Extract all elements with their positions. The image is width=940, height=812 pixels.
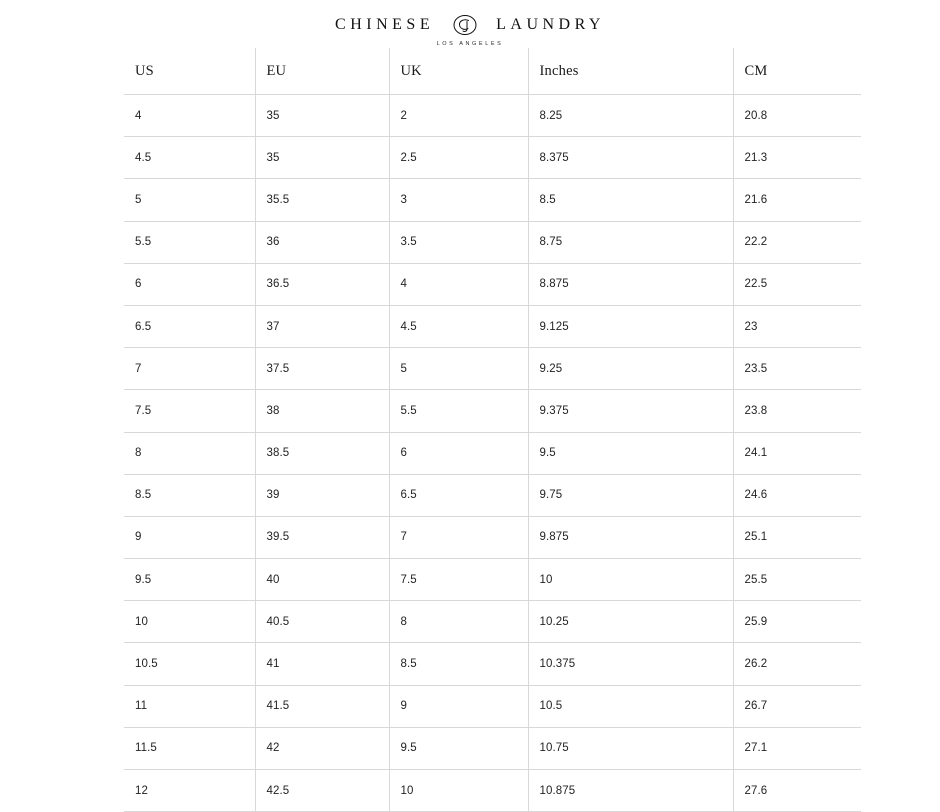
cell-eu: 42.5 bbox=[255, 770, 389, 812]
brand-tagline: LOS ANGELES bbox=[436, 41, 504, 47]
cell-cm: 23.8 bbox=[733, 390, 861, 432]
cell-cm: 23 bbox=[733, 305, 861, 347]
table-row bbox=[124, 137, 861, 179]
cell-cm: 25.1 bbox=[733, 516, 861, 558]
cell-uk: 10 bbox=[389, 770, 528, 812]
cell-eu: 42 bbox=[255, 727, 389, 769]
cell-uk: 7.5 bbox=[389, 559, 528, 601]
table-row bbox=[124, 263, 861, 305]
column-header-uk: UK bbox=[389, 48, 528, 95]
table-row bbox=[124, 601, 861, 643]
cell-us: 9.5 bbox=[124, 559, 255, 601]
table-row bbox=[124, 727, 861, 769]
cell-inches: 8.375 bbox=[528, 137, 733, 179]
cell-us: 11.5 bbox=[124, 727, 255, 769]
cell-inches: 10.75 bbox=[528, 727, 733, 769]
cell-inches: 10.375 bbox=[528, 643, 733, 685]
table-row bbox=[124, 305, 861, 347]
column-header-cm: CM bbox=[733, 48, 861, 95]
cell-us: 6.5 bbox=[124, 305, 255, 347]
cell-uk: 6 bbox=[389, 432, 528, 474]
brand-name-right: LAUNDRY bbox=[496, 16, 605, 33]
table-row bbox=[124, 179, 861, 221]
table-header bbox=[124, 48, 861, 95]
cell-cm: 21.3 bbox=[733, 137, 861, 179]
cell-uk: 4.5 bbox=[389, 305, 528, 347]
cell-us: 5.5 bbox=[124, 221, 255, 263]
cell-eu: 37.5 bbox=[255, 348, 389, 390]
cell-cm: 20.8 bbox=[733, 95, 861, 137]
cell-uk: 9.5 bbox=[389, 727, 528, 769]
cell-uk: 7 bbox=[389, 516, 528, 558]
cell-us: 10.5 bbox=[124, 643, 255, 685]
cell-uk: 9 bbox=[389, 685, 528, 727]
cell-cm: 24.1 bbox=[733, 432, 861, 474]
cell-eu: 37 bbox=[255, 305, 389, 347]
cell-uk: 4 bbox=[389, 263, 528, 305]
cell-eu: 39.5 bbox=[255, 516, 389, 558]
table-row bbox=[124, 516, 861, 558]
cell-us: 12 bbox=[124, 770, 255, 812]
column-header-inches: Inches bbox=[528, 48, 733, 95]
cell-uk: 3.5 bbox=[389, 221, 528, 263]
table-row bbox=[124, 95, 861, 137]
cell-eu: 41 bbox=[255, 643, 389, 685]
cell-inches: 9.375 bbox=[528, 390, 733, 432]
cell-eu: 35 bbox=[255, 137, 389, 179]
cell-eu: 36.5 bbox=[255, 263, 389, 305]
cell-us: 7.5 bbox=[124, 390, 255, 432]
cell-uk: 2.5 bbox=[389, 137, 528, 179]
cell-us: 6 bbox=[124, 263, 255, 305]
cell-uk: 2 bbox=[389, 95, 528, 137]
cell-eu: 41.5 bbox=[255, 685, 389, 727]
table-row bbox=[124, 348, 861, 390]
cell-eu: 36 bbox=[255, 221, 389, 263]
cell-us: 4 bbox=[124, 95, 255, 137]
cell-us: 9 bbox=[124, 516, 255, 558]
cell-eu: 39 bbox=[255, 474, 389, 516]
cell-inches: 10.5 bbox=[528, 685, 733, 727]
cell-us: 10 bbox=[124, 601, 255, 643]
cell-eu: 40 bbox=[255, 559, 389, 601]
cell-cm: 27.6 bbox=[733, 770, 861, 812]
table-row bbox=[124, 685, 861, 727]
cell-inches: 9.125 bbox=[528, 305, 733, 347]
table-row bbox=[124, 432, 861, 474]
cell-inches: 9.75 bbox=[528, 474, 733, 516]
size-chart-table-wrapper bbox=[124, 48, 861, 812]
cell-us: 11 bbox=[124, 685, 255, 727]
cell-inches: 9.25 bbox=[528, 348, 733, 390]
cell-uk: 8 bbox=[389, 601, 528, 643]
cell-cm: 22.2 bbox=[733, 221, 861, 263]
cell-inches: 9.875 bbox=[528, 516, 733, 558]
cell-cm: 21.6 bbox=[733, 179, 861, 221]
cell-cm: 27.1 bbox=[733, 727, 861, 769]
cl-monogram-icon bbox=[448, 12, 482, 38]
cell-cm: 24.6 bbox=[733, 474, 861, 516]
cell-us: 5 bbox=[124, 179, 255, 221]
cell-inches: 8.25 bbox=[528, 95, 733, 137]
table-row bbox=[124, 474, 861, 516]
table-body bbox=[124, 95, 861, 812]
cell-uk: 5.5 bbox=[389, 390, 528, 432]
cell-inches: 10.25 bbox=[528, 601, 733, 643]
cell-eu: 35 bbox=[255, 95, 389, 137]
cell-inches: 10 bbox=[528, 559, 733, 601]
table-row bbox=[124, 221, 861, 263]
cell-inches: 10.875 bbox=[528, 770, 733, 812]
table-row bbox=[124, 770, 861, 812]
cell-uk: 3 bbox=[389, 179, 528, 221]
brand-logo bbox=[335, 12, 605, 38]
cell-us: 8 bbox=[124, 432, 255, 474]
cell-eu: 35.5 bbox=[255, 179, 389, 221]
cell-inches: 8.75 bbox=[528, 221, 733, 263]
cell-us: 4.5 bbox=[124, 137, 255, 179]
table-header-row bbox=[124, 48, 861, 95]
table-row bbox=[124, 559, 861, 601]
cell-cm: 25.5 bbox=[733, 559, 861, 601]
cell-eu: 38.5 bbox=[255, 432, 389, 474]
cell-eu: 40.5 bbox=[255, 601, 389, 643]
cell-uk: 5 bbox=[389, 348, 528, 390]
cell-eu: 38 bbox=[255, 390, 389, 432]
column-header-us: US bbox=[124, 48, 255, 95]
cell-inches: 9.5 bbox=[528, 432, 733, 474]
cell-inches: 8.5 bbox=[528, 179, 733, 221]
cell-inches: 8.875 bbox=[528, 263, 733, 305]
cell-cm: 25.9 bbox=[733, 601, 861, 643]
cell-us: 7 bbox=[124, 348, 255, 390]
column-header-eu: EU bbox=[255, 48, 389, 95]
cell-cm: 26.2 bbox=[733, 643, 861, 685]
table-row bbox=[124, 643, 861, 685]
cell-cm: 22.5 bbox=[733, 263, 861, 305]
table-row bbox=[124, 390, 861, 432]
cell-cm: 23.5 bbox=[733, 348, 861, 390]
cell-cm: 26.7 bbox=[733, 685, 861, 727]
brand-name-left: CHINESE bbox=[335, 16, 435, 33]
cell-uk: 6.5 bbox=[389, 474, 528, 516]
cell-uk: 8.5 bbox=[389, 643, 528, 685]
size-chart-table bbox=[124, 48, 861, 812]
cell-us: 8.5 bbox=[124, 474, 255, 516]
